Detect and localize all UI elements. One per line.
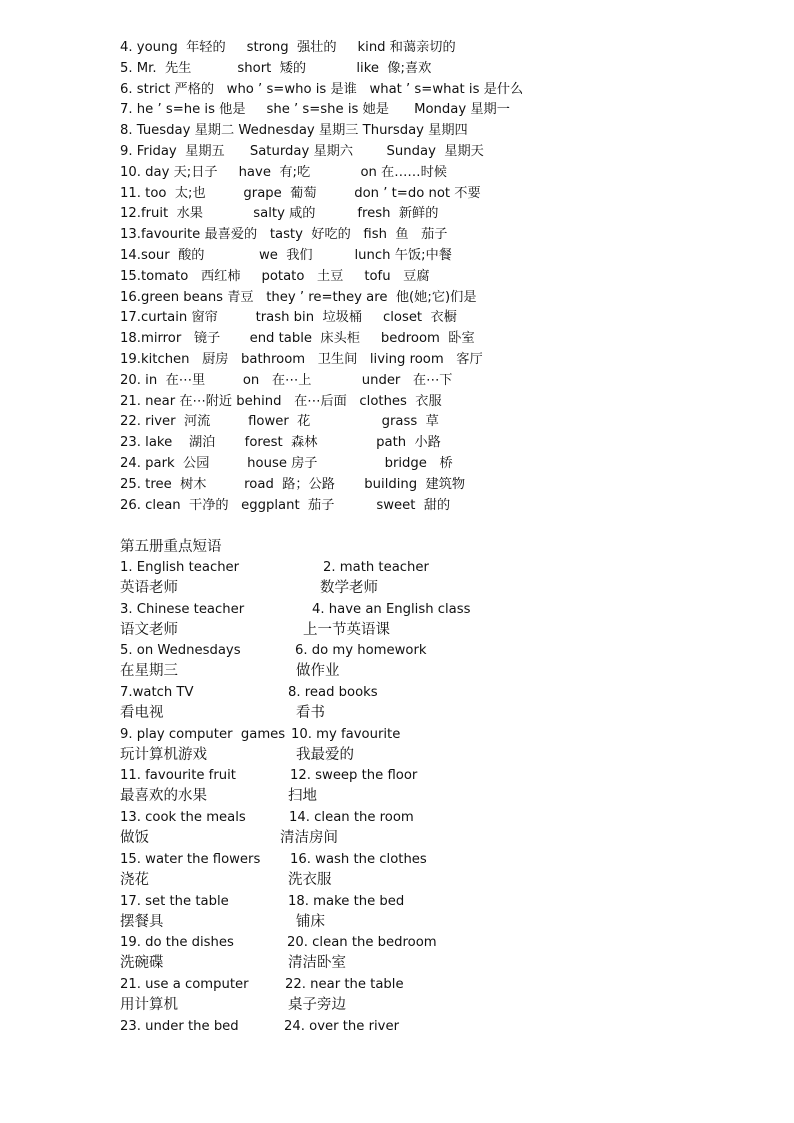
phrase-english: 13. cook the meals bbox=[120, 810, 246, 826]
phrase-chinese: 我最爱的 bbox=[296, 746, 354, 763]
phrase-english: 6. do my homework bbox=[295, 643, 427, 659]
phrase-chinese: 上一节英语课 bbox=[303, 621, 390, 638]
phrase-pair bbox=[120, 766, 540, 808]
vocab-line-21: 21. near 在⋯附近 behind 在⋯后面 clothes 衣服 bbox=[120, 393, 442, 409]
vocab-line-17: 17.curtain 窗帘 trash bin 垃圾桶 closet 衣橱 bbox=[120, 310, 457, 326]
phrase-english: 17. set the table bbox=[120, 893, 229, 909]
vocab-line-6: 6. strict 严格的 who ’ s=who is 是谁 what ’ s=what is 是什么 bbox=[120, 81, 524, 97]
vocab-line-22: 22. river 河流 flower 花 grass 草 bbox=[120, 414, 439, 430]
phrase-chinese: 玩计算机游戏 bbox=[120, 746, 207, 763]
vocab-line-5: 5. Mr. 先生 short 矮的 like 像;喜欢 bbox=[120, 60, 432, 76]
vocab-line-25: 25. tree 树木 road 路；公路 building 建筑物 bbox=[120, 476, 466, 492]
phrase-pair bbox=[120, 725, 540, 767]
phrase-pair bbox=[120, 933, 540, 975]
vocab-line-19: 19.kitchen 厨房 bathroom 卫生间 living room 客厅 bbox=[120, 351, 483, 367]
phrase-pair bbox=[120, 808, 540, 850]
phrase-chinese: 清洁房间 bbox=[280, 830, 338, 847]
vocab-line-11: 11. too 太;也 grape 葡萄 don ’ t=do not 不要 bbox=[120, 185, 481, 201]
phrase-chinese: 在星期三 bbox=[120, 663, 178, 680]
vocab-line-12: 12.fruit 水果 salty 咸的 fresh 新鲜的 bbox=[120, 206, 439, 222]
phrase-english: 11. favourite fruit bbox=[120, 768, 236, 784]
phrase-chinese: 扫地 bbox=[288, 788, 317, 805]
phrase-english: 9. play computer games bbox=[120, 726, 286, 742]
phrase-english: 5. on Wednesdays bbox=[120, 643, 241, 659]
vocab-line-26: 26. clean 干净的 eggplant 茄子 sweet 甜的 bbox=[120, 497, 451, 513]
section-title: 第五册重点短语 bbox=[120, 539, 222, 555]
phrase-chinese: 看书 bbox=[296, 705, 325, 722]
phrase-english: 19. do the dishes bbox=[120, 935, 234, 951]
phrase-chinese: 做作业 bbox=[296, 663, 340, 680]
phrase-chinese: 看电视 bbox=[120, 705, 164, 722]
vocab-line-20: 20. in 在⋯里 on 在⋯上 under 在⋯下 bbox=[120, 372, 453, 388]
vocab-line-13: 13.favourite 最喜爱的 tasty 好吃的 fish 鱼 茄子 bbox=[120, 227, 448, 243]
phrase-pair bbox=[120, 892, 540, 934]
vocab-line-9: 9. Friday 星期五 Saturday 星期六 Sunday 星期天 bbox=[120, 143, 484, 159]
phrase-pair bbox=[120, 558, 540, 600]
phrase-english: 20. clean the bedroom bbox=[287, 935, 437, 951]
vocab-line-15: 15.tomato 西红柿 potato 土豆 tofu 豆腐 bbox=[120, 268, 430, 284]
phrase-english: 23. under the bed bbox=[120, 1018, 239, 1034]
phrase-chinese: 英语老师 bbox=[120, 580, 178, 596]
phrase-pair bbox=[120, 641, 540, 683]
phrase-english: 14. clean the room bbox=[289, 810, 414, 826]
phrase-english: 10. my favourite bbox=[291, 726, 401, 742]
phrase-chinese: 语文老师 bbox=[120, 621, 178, 638]
phrase-chinese: 做饭 bbox=[120, 830, 149, 847]
phrase-pair bbox=[120, 1017, 540, 1059]
phrase-chinese: 洗衣服 bbox=[288, 871, 332, 888]
phrase-chinese: 用计算机 bbox=[120, 996, 178, 1013]
vocab-line-18: 18.mirror 镜子 end table 床头柜 bedroom 卧室 bbox=[120, 331, 475, 347]
vocab-line-16: 16.green beans 青豆 they ’ re=they are 他(她;它)们是 bbox=[120, 289, 477, 305]
phrase-chinese: 浇花 bbox=[120, 871, 149, 888]
phrase-english: 4. have an English class bbox=[312, 601, 471, 617]
vocab-line-10: 10. day 天;日子 have 有;吃 on 在……时候 bbox=[120, 164, 447, 180]
phrase-chinese: 桌子旁边 bbox=[288, 996, 346, 1013]
vocab-line-23: 23. lake 湖泊 forest 森林 path 小路 bbox=[120, 435, 441, 451]
phrase-pair bbox=[120, 600, 540, 642]
vocab-line-14: 14.sour 酸的 we 我们 lunch 午饭;中餐 bbox=[120, 247, 452, 263]
phrase-english: 3. Chinese teacher bbox=[120, 601, 245, 617]
phrase-pair bbox=[120, 850, 540, 892]
vocab-line-8: 8. Tuesday 星期二 Wednesday 星期三 Thursday 星期四 bbox=[120, 123, 468, 139]
phrase-english: 21. use a computer bbox=[120, 976, 249, 992]
vocab-line-4: 4. young 年轻的 strong 强壮的 kind 和蔼亲切的 bbox=[120, 40, 456, 55]
phrase-chinese: 摆餐具 bbox=[120, 913, 164, 930]
phrase-english: 1. English teacher bbox=[120, 560, 240, 575]
phrase-list bbox=[120, 558, 540, 1058]
phrase-english: 15. water the flowers bbox=[120, 851, 261, 867]
phrase-chinese: 清洁卧室 bbox=[288, 955, 346, 972]
vocab-line-7: 7. he ’ s=he is 他是 she ’ s=she is 她是 Monday 星期一 bbox=[120, 102, 510, 118]
vocab-line-24: 24. park 公园 house 房子 bridge 桥 bbox=[120, 455, 453, 471]
phrase-english: 18. make the bed bbox=[288, 893, 405, 909]
phrase-english: 7.watch TV bbox=[120, 685, 194, 701]
phrase-english: 24. over the river bbox=[284, 1018, 400, 1034]
phrase-english: 2. math teacher bbox=[323, 560, 429, 575]
phrase-chinese: 洗碗碟 bbox=[120, 955, 164, 972]
phrase-chinese: 最喜欢的水果 bbox=[120, 788, 207, 805]
phrase-english: 22. near the table bbox=[285, 976, 404, 992]
phrase-pair bbox=[120, 683, 540, 725]
phrase-english: 16. wash the clothes bbox=[290, 851, 427, 867]
vocabulary-list bbox=[120, 38, 580, 516]
phrase-chinese: 数学老师 bbox=[320, 580, 378, 596]
phrase-english: 12. sweep the floor bbox=[290, 768, 418, 784]
phrase-chinese: 铺床 bbox=[296, 913, 325, 930]
phrase-pair bbox=[120, 975, 540, 1017]
phrase-english: 8. read books bbox=[288, 685, 378, 701]
